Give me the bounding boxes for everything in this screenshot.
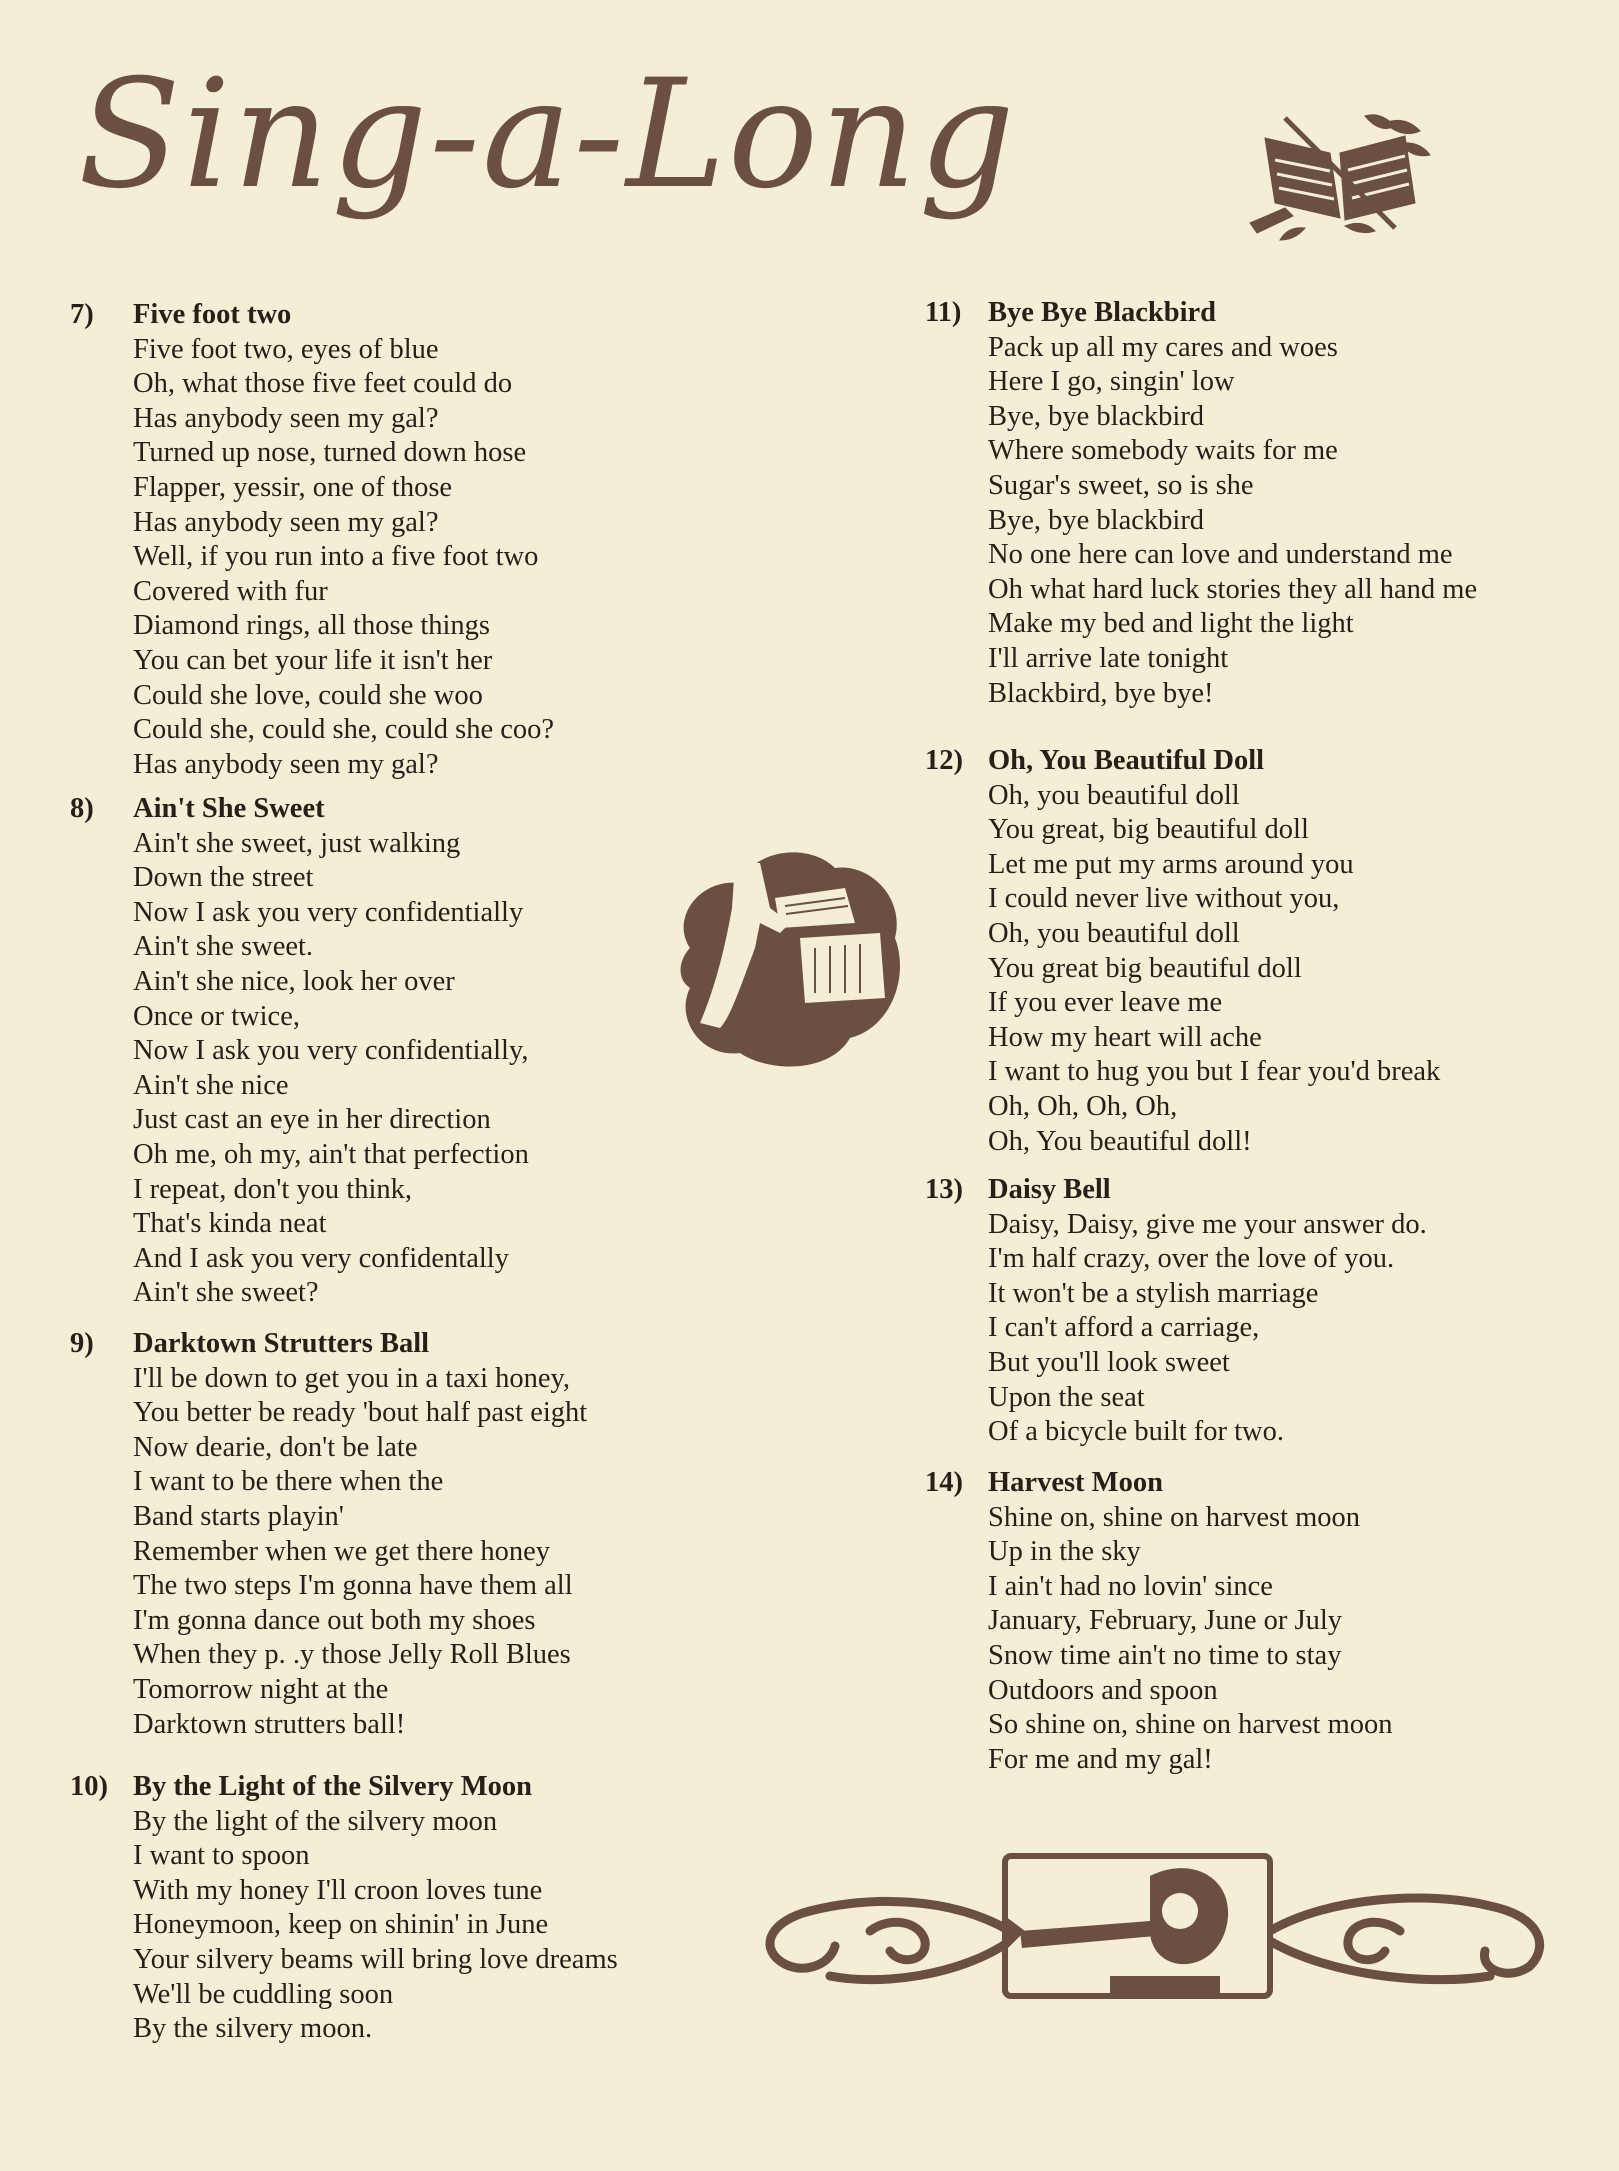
lyric-line: With my honey I'll croon loves tune xyxy=(133,1874,543,1906)
lyric-line: Shine on, shine on harvest moon xyxy=(988,1501,1361,1533)
lyric-line: Five foot two, eyes of blue xyxy=(133,333,439,365)
lyric-line: Of a bicycle built for two. xyxy=(988,1416,1284,1448)
song-lyrics xyxy=(133,1805,618,2047)
lyric-line: I want to hug you but I fear you'd break xyxy=(988,1056,1441,1088)
song-title: Five foot two xyxy=(133,299,292,330)
lyric-line: Honeymoon, keep on shinin' in June xyxy=(133,1909,549,1941)
lyric-line: Bye, bye blackbird xyxy=(988,400,1205,432)
lyric-line: When they p. .y those Jelly Roll Blues xyxy=(133,1639,571,1671)
woman-at-organ-illustration xyxy=(660,828,910,1078)
song-title: Harvest Moon xyxy=(988,1467,1163,1498)
lyric-line: Sugar's sweet, so is she xyxy=(988,469,1254,501)
lyric-line: Ain't she sweet, just walking xyxy=(133,827,461,859)
lyric-line: Snow time ain't no time to stay xyxy=(988,1639,1342,1671)
lyric-line: Now dearie, don't be late xyxy=(133,1431,418,1463)
lyric-line: Flapper, yessir, one of those xyxy=(133,471,453,503)
lyric-line: Has anybody seen my gal? xyxy=(133,402,439,434)
lyric-line: Once or twice, xyxy=(133,1000,300,1032)
lyric-line: Tomorrow night at the xyxy=(133,1673,389,1705)
lyric-line: Has anybody seen my gal? xyxy=(133,506,439,538)
lyric-line: I ain't had no lovin' since xyxy=(988,1570,1273,1602)
lyric-line: The two steps I'm gonna have them all xyxy=(133,1570,573,1602)
lyric-line: I'm gonna dance out both my shoes xyxy=(133,1604,536,1636)
lyric-line: No one here can love and understand me xyxy=(988,539,1453,571)
lyric-line: Ain't she sweet. xyxy=(133,931,314,963)
lyric-line: But you'll look sweet xyxy=(988,1346,1230,1378)
song-lyrics xyxy=(988,779,1440,1160)
lyric-line: Oh me, oh my, ain't that perfection xyxy=(133,1138,529,1170)
lyric-line: By the silvery moon. xyxy=(133,2013,373,2045)
lyric-line: Oh, You beautiful doll! xyxy=(988,1125,1252,1157)
lyric-line: Could she, could she, could she coo? xyxy=(133,714,555,746)
lyric-line: Could she love, could she woo xyxy=(133,679,483,711)
song-title: Oh, You Beautiful Doll xyxy=(988,745,1265,776)
song-number: 8) xyxy=(70,793,94,824)
lyric-line: Down the street xyxy=(133,862,314,894)
lyric-line: I'll arrive late tonight xyxy=(988,642,1229,674)
lyric-line: Blackbird, bye bye! xyxy=(988,677,1214,709)
song-number: 14) xyxy=(925,1467,963,1498)
lyric-line: Diamond rings, all those things xyxy=(133,610,491,642)
lyric-line: Now I ask you very confidentially, xyxy=(133,1035,529,1067)
song-number: 9) xyxy=(70,1328,94,1359)
lyric-line: Oh, you beautiful doll xyxy=(988,779,1240,811)
lyric-line: Band starts playin' xyxy=(133,1500,344,1532)
song-lyrics xyxy=(988,1501,1393,1778)
song-number: 12) xyxy=(925,745,963,776)
horn-banner-ornament xyxy=(750,1836,1565,2006)
lyric-line: Oh, what those five feet could do xyxy=(133,368,513,400)
lyric-line: Oh, you beautiful doll xyxy=(988,917,1240,949)
lyric-line: Daisy, Daisy, give me your answer do. xyxy=(988,1208,1427,1240)
lyric-line: And I ask you very confidentally xyxy=(133,1242,509,1274)
lyric-line: That's kinda neat xyxy=(133,1208,327,1240)
lyric-line: I'll be down to get you in a taxi honey, xyxy=(133,1362,571,1394)
lyric-line: I want to be there when the xyxy=(133,1466,444,1498)
lyric-line: Here I go, singin' low xyxy=(988,366,1235,398)
lyric-line: How my heart will ache xyxy=(988,1021,1262,1053)
song-number: 7) xyxy=(70,299,94,330)
song-lyrics xyxy=(988,1208,1427,1450)
lyric-line: It won't be a stylish marriage xyxy=(988,1277,1319,1309)
song-number: 10) xyxy=(70,1771,108,1802)
lyric-line: Well, if you run into a five foot two xyxy=(133,541,539,573)
lyric-line: Turned up nose, turned down hose xyxy=(133,437,527,469)
song-title: Bye Bye Blackbird xyxy=(988,297,1217,328)
lyric-line: By the light of the silvery moon xyxy=(133,1805,498,1837)
song-lyrics xyxy=(133,827,529,1311)
lyric-line: January, February, June or July xyxy=(988,1605,1343,1637)
lyric-line: You great big beautiful doll xyxy=(988,952,1302,984)
lyric-line: Ain't she nice, look her over xyxy=(133,965,455,997)
lyric-line: Upon the seat xyxy=(988,1381,1145,1413)
song-lyrics xyxy=(988,331,1477,712)
lyric-line: So shine on, shine on harvest moon xyxy=(988,1709,1393,1741)
lyric-line: Make my bed and light the light xyxy=(988,608,1354,640)
lyric-line: For me and my gal! xyxy=(988,1743,1213,1775)
lyric-line: Pack up all my cares and woes xyxy=(988,331,1338,363)
lyric-line: You great, big beautiful doll xyxy=(988,814,1309,846)
lyric-line: Remember when we get there honey xyxy=(133,1535,551,1567)
lyric-line: Darktown strutters ball! xyxy=(133,1708,406,1740)
song-title: Ain't She Sweet xyxy=(133,793,325,824)
song-number: 11) xyxy=(925,297,962,328)
lyric-line: I could never live without you, xyxy=(988,883,1340,915)
lyric-line: Outdoors and spoon xyxy=(988,1674,1218,1706)
song-number: 13) xyxy=(925,1174,963,1205)
lyric-line: If you ever leave me xyxy=(988,987,1223,1019)
lyric-line: Oh what hard luck stories they all hand me xyxy=(988,573,1478,605)
lyric-line: I repeat, don't you think, xyxy=(133,1173,412,1205)
song-lyrics xyxy=(133,333,554,783)
lyric-line: Your silvery beams will bring love dreams xyxy=(133,1943,618,1975)
lyric-line: Ain't she nice xyxy=(133,1069,289,1101)
page-title: Sing-a-Long xyxy=(78,48,1017,222)
lyric-line: I can't afford a carriage, xyxy=(988,1312,1260,1344)
lyric-line: Has anybody seen my gal? xyxy=(133,748,439,780)
song-title: Darktown Strutters Ball xyxy=(133,1328,430,1359)
song-lyrics xyxy=(133,1362,587,1743)
lyric-line: Covered with fur xyxy=(133,575,328,607)
lyric-line: Where somebody waits for me xyxy=(988,435,1338,467)
lyric-line: Bye, bye blackbird xyxy=(988,504,1205,536)
lyric-line: Oh, Oh, Oh, Oh, xyxy=(988,1090,1178,1122)
lyric-line: Just cast an eye in her direction xyxy=(133,1104,491,1136)
lyric-line: Up in the sky xyxy=(988,1536,1141,1568)
lyric-line: We'll be cuddling soon xyxy=(133,1978,394,2010)
lyric-line: Ain't she sweet? xyxy=(133,1277,319,1309)
music-book-ornament xyxy=(1245,108,1435,248)
lyric-line: You better be ready 'bout half past eight xyxy=(133,1397,588,1429)
lyric-line: You can bet your life it isn't her xyxy=(133,644,493,676)
song-title: By the Light of the Silvery Moon xyxy=(133,1771,532,1802)
lyric-line: I want to spoon xyxy=(133,1840,310,1872)
song-title: Daisy Bell xyxy=(988,1174,1111,1205)
lyric-line: I'm half crazy, over the love of you. xyxy=(988,1243,1395,1275)
lyric-line: Now I ask you very confidentially xyxy=(133,896,524,928)
lyric-line: Let me put my arms around you xyxy=(988,848,1354,880)
